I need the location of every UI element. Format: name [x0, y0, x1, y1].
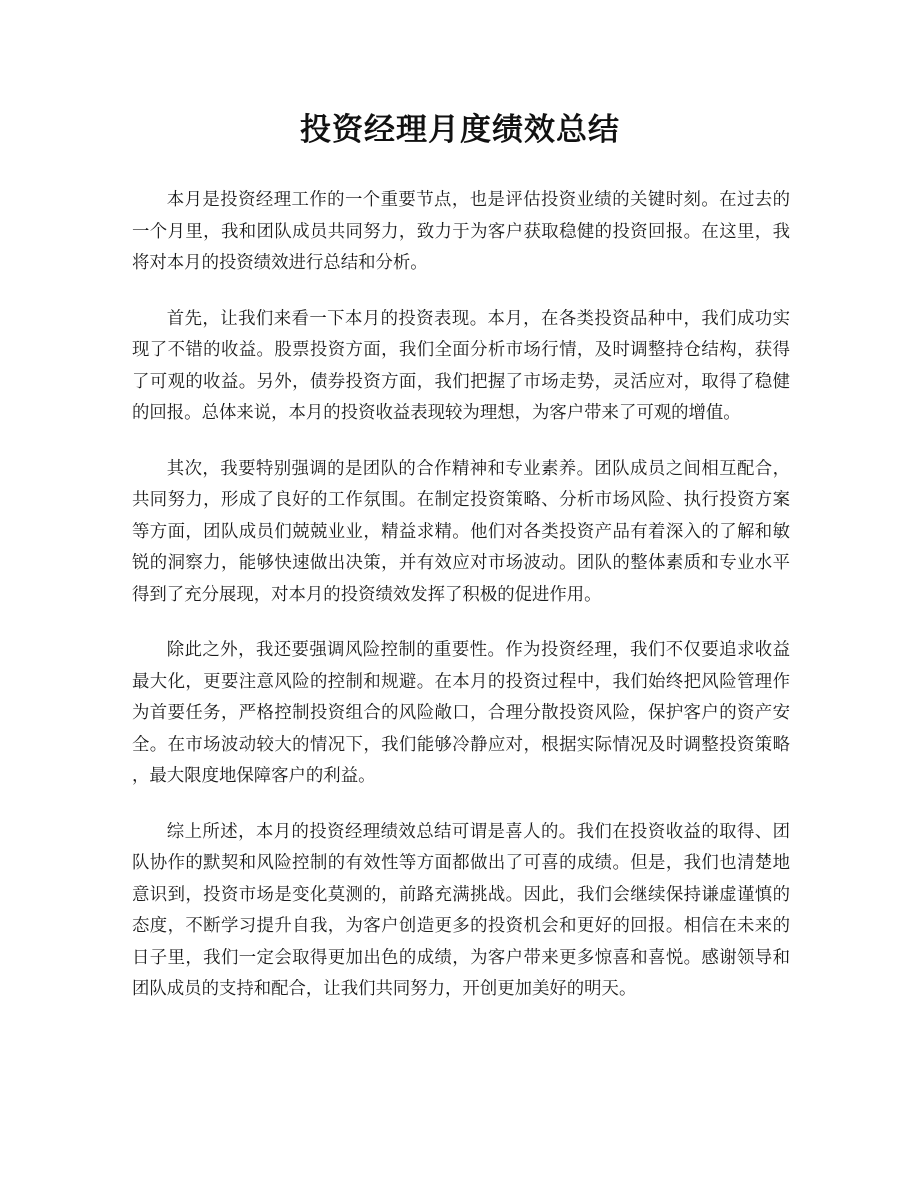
paragraph-conclusion: 综上所述，本月的投资经理绩效总结可谓是喜人的。我们在投资收益的取得、团队协作的默契和风险控制的有效性等方面都做出了可喜的成绩。但是，我们也清楚地意识到，投资市场是变化莫测的，前路充满挑战。因此，我们会继续保持谦虚谨慎的态度，不断学习提升自我，为客户创造更多的投资机会和更好的回报。相信在未来的日子里，我们一定会取得更加出色的成绩，为客户带来更多惊喜和喜悦。感谢领导和团队成员的支持和配合，让我们共同努力，开创更加美好的明天。 — [132, 821, 790, 999]
document-body — [132, 185, 790, 1030]
paragraph-risk-control: 除此之外，我还要强调风险控制的重要性。作为投资经理，我们不仅要追求收益最大化，更要注意风险的控制和规避。在本月的投资过程中，我们始终把风险管理作为首要任务，严格控制投资组合的风险敞口，合理分散投资风险，保护客户的资产安全。在市场波动较大的情况下，我们能够冷静应对，根据实际情况及时调整投资策略，最大限度地保障客户的利益。 — [132, 640, 790, 786]
paragraph-teamwork: 其次，我要特别强调的是团队的合作精神和专业素养。团队成员之间相互配合，共同努力，形成了良好的工作氛围。在制定投资策略、分析市场风险、执行投资方案等方面，团队成员们兢兢业业，精益求精。他们对各类投资产品有着深入的了解和敏锐的洞察力，能够快速做出决策，并有效应对市场波动。团队的整体素质和专业水平得到了充分展现，对本月的投资绩效发挥了积极的促进作用。 — [132, 458, 790, 605]
paragraph-intro: 本月是投资经理工作的一个重要节点，也是评估投资业绩的关键时刻。在过去的一个月里，我和团队成员共同努力，致力于为客户获取稳健的投资回报。在这里，我将对本月的投资绩效进行总结和分析。 — [132, 190, 790, 273]
document-title: 投资经理月度绩效总结 — [300, 112, 620, 148]
paragraph-investment-performance: 首先，让我们来看一下本月的投资表现。本月，在各类投资品种中，我们成功实现了不错的收益。股票投资方面，我们全面分析市场行情，及时调整持仓结构，获得了可观的收益。另外，债券投资方面，我们把握了市场走势，灵活应对，取得了稳健的回报。总体来说，本月的投资收益表现较为理想，为客户带来了可观的增值。 — [132, 308, 790, 423]
